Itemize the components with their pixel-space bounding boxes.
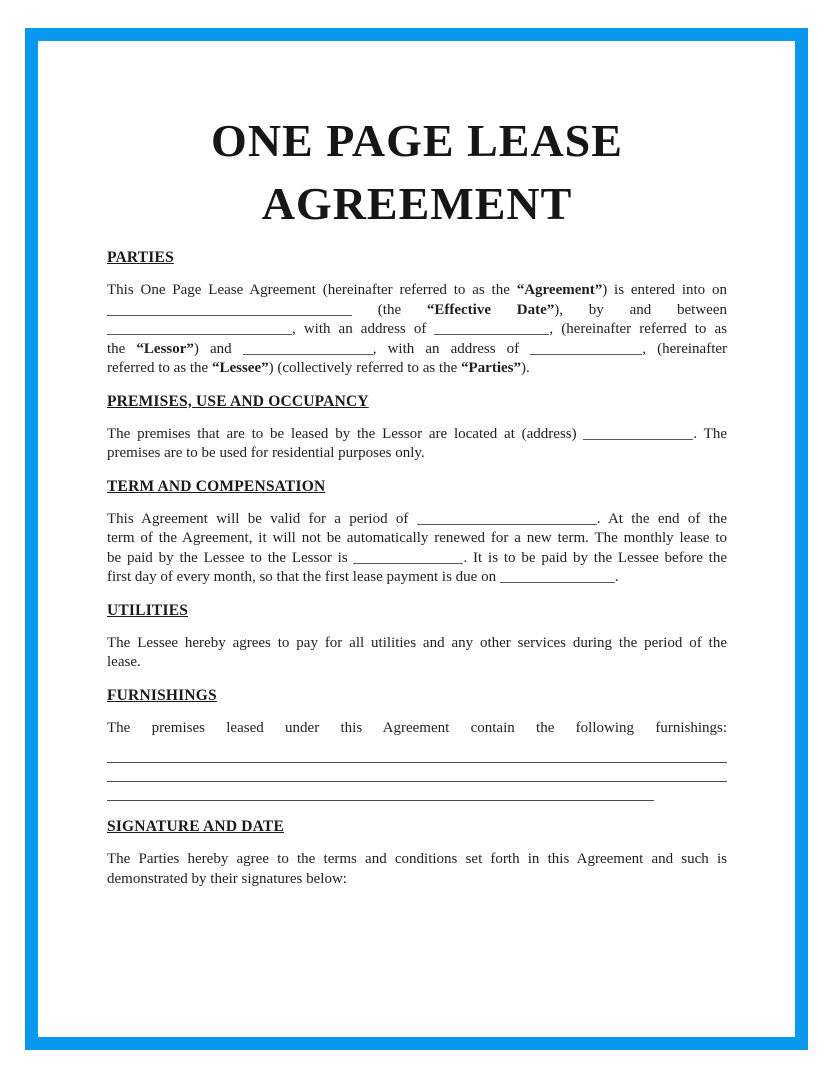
section-paragraph-furnishings: [107, 719, 727, 805]
paragraph-line: [107, 340, 727, 360]
section-parties: [107, 248, 727, 379]
text-segment: referred to as the: [107, 360, 212, 376]
text-segment: ), by and between: [554, 301, 727, 318]
section-signature-and-date: [107, 817, 727, 889]
text-segment: ).: [521, 360, 530, 376]
text-segment: The Lessee hereby agrees to pay for all utilities and any other services during the period of the: [107, 634, 727, 651]
blank-writing-line: [107, 766, 727, 785]
blank-field: [500, 568, 615, 583]
blank-writing-line: [107, 785, 727, 804]
text-segment: . The: [693, 425, 727, 442]
paragraph-line: [107, 359, 727, 379]
text-segment: premises are to be used for residential purposes only.: [107, 445, 425, 461]
paragraph-line: [107, 568, 727, 588]
blank-field: [530, 340, 642, 355]
blank-field: [107, 747, 727, 763]
blank-field: [107, 785, 654, 801]
section-heading-term-and-compensation: TERM AND COMPENSATION: [107, 477, 326, 495]
document-content: [107, 41, 727, 889]
text-segment: This One Page Lease Agreement (hereinafter referred to as the: [107, 282, 517, 298]
paragraph-line: [107, 529, 727, 549]
text-segment: . At the end of the: [596, 510, 727, 527]
paragraph-line: [107, 850, 727, 870]
section-heading-parties: PARTIES: [107, 249, 174, 266]
paragraph-line: [107, 870, 727, 890]
section-paragraph-term-and-compensation: [107, 510, 727, 588]
text-segment: This Agreement will be valid for a period of: [107, 510, 417, 527]
text-segment: .: [614, 569, 619, 585]
blank-field: [243, 340, 373, 355]
blank-field: [107, 320, 292, 335]
paragraph-line: [107, 425, 727, 445]
section-paragraph-signature-and-date: [107, 850, 727, 889]
blank-writing-line: [107, 747, 727, 766]
blank-field: [353, 549, 463, 564]
blank-field: [583, 425, 693, 440]
text-segment: lease.: [107, 654, 141, 670]
text-segment: , (hereinafter referred to as: [549, 321, 727, 337]
section-heading-premises-use-and-occupancy: PREMISES, USE AND OCCUPANCY: [107, 392, 369, 410]
text-segment: , with an address of: [372, 340, 531, 357]
blank-field: [107, 301, 352, 316]
sections-container: [107, 248, 727, 889]
paragraph-line: [107, 301, 727, 321]
paragraph-line: [107, 549, 727, 569]
text-segment: demonstrated by their signatures below:: [107, 870, 347, 887]
document-title-line-1: ONE PAGE LEASE: [211, 115, 623, 166]
text-segment: be paid by the Lessee to the Lessor is: [107, 549, 354, 566]
text-segment: the: [107, 340, 137, 357]
section-paragraph-utilities: [107, 634, 727, 673]
paragraph-line: [107, 281, 727, 301]
section-heading-utilities: UTILITIES: [107, 601, 189, 619]
blank-field: [417, 510, 597, 525]
text-segment: , (hereinafter: [642, 340, 728, 357]
text-segment: The premises that are to be leased by the Lessor are located at (address): [107, 425, 584, 442]
bold-term: “Effective Date”: [426, 301, 555, 318]
paragraph-line: [107, 634, 727, 654]
text-segment: term of the Agreement, it will not be automatically renewed for a new term. The monthly lease to: [107, 530, 727, 546]
paragraph-line: [107, 444, 727, 464]
section-paragraph-premises-use-and-occupancy: [107, 425, 727, 464]
text-segment: The premises leased under this Agreement contain the following furnishings:: [107, 719, 727, 736]
text-segment: ) (collectively referred to as the: [268, 360, 462, 376]
text-segment: first day of every month, so that the first lease payment is due on: [107, 569, 500, 585]
bold-term: “Parties”: [461, 360, 521, 376]
section-utilities: [107, 601, 727, 673]
text-segment: ) is entered into on: [602, 282, 727, 298]
section-heading-signature-and-date: SIGNATURE AND DATE: [107, 818, 284, 835]
document-title: [107, 109, 727, 235]
document-title-line-2: AGREEMENT: [261, 178, 573, 229]
bold-term: “Lessee”: [211, 360, 269, 376]
section-heading-furnishings: FURNISHINGS: [107, 686, 217, 704]
paragraph-line: [107, 510, 727, 530]
section-paragraph-parties: [107, 281, 727, 379]
bold-term: “Agreement”: [516, 282, 603, 298]
text-segment: (the: [352, 301, 427, 318]
text-segment: . It is to be paid by the Lessee before the: [463, 549, 728, 566]
section-furnishings: [107, 686, 727, 805]
text-segment: , with an address of: [292, 321, 435, 337]
blank-field: [107, 766, 727, 782]
paragraph-line: [107, 719, 727, 739]
bold-term: “Lessor”: [136, 340, 194, 357]
section-premises-use-and-occupancy: [107, 392, 727, 464]
paragraph-line: [107, 320, 727, 340]
text-segment: ) and: [193, 340, 243, 357]
paragraph-line: [107, 653, 727, 673]
blank-field: [434, 320, 549, 335]
text-segment: The Parties hereby agree to the terms and conditions set forth in this Agreement and such is: [107, 851, 727, 867]
section-term-and-compensation: [107, 477, 727, 588]
